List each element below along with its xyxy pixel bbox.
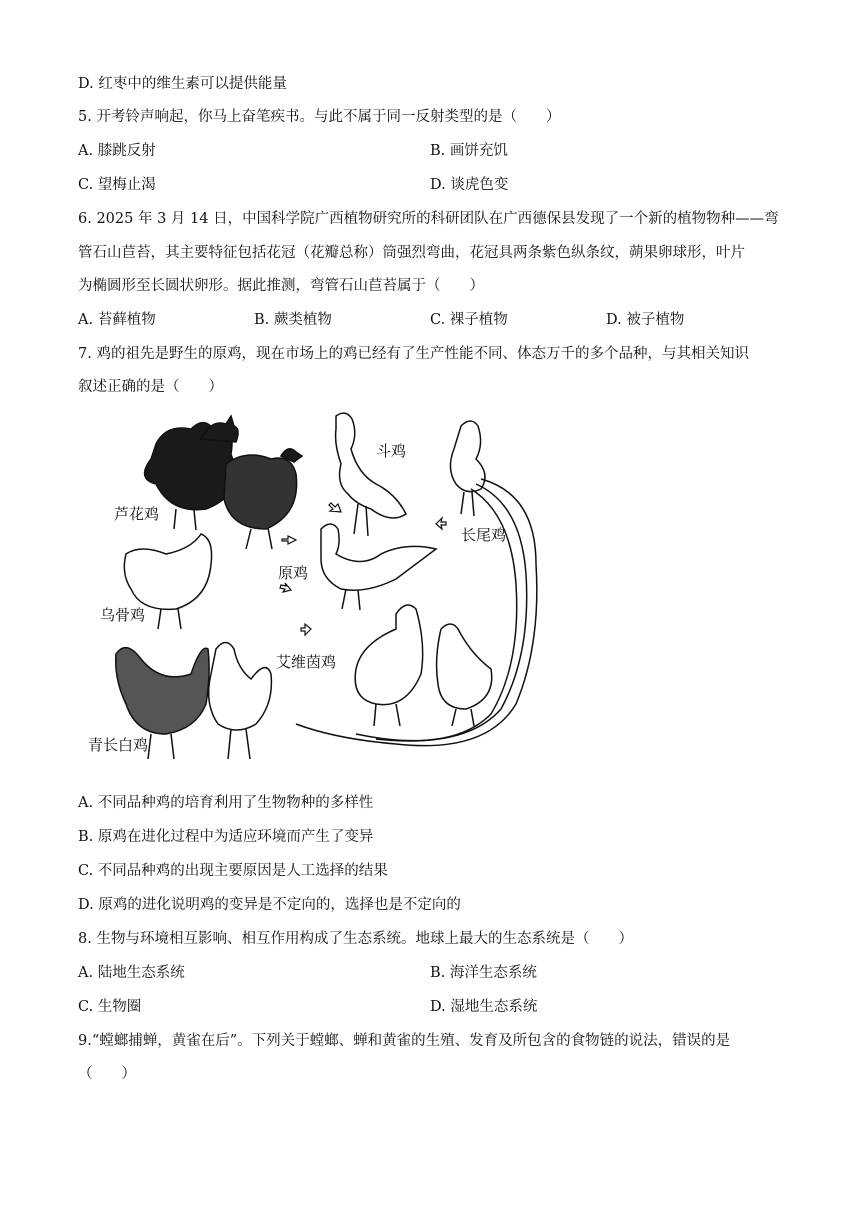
label-aiweijun: 艾维茵鸡 xyxy=(276,653,337,671)
q5-option-c[interactable]: C. 望梅止渴 xyxy=(78,177,156,193)
q7-stem-line-2: 叙述正确的是（ ） xyxy=(78,379,223,395)
q6-option-b[interactable]: B. 蕨类植物 xyxy=(254,312,332,328)
luhua-chicken-illustration xyxy=(145,416,302,549)
q7-option-a[interactable]: A. 不同品种鸡的培育利用了生物物种的多样性 xyxy=(78,795,374,811)
q6-option-a[interactable]: A. 苔藓植物 xyxy=(78,312,156,328)
q5-option-b[interactable]: B. 画饼充饥 xyxy=(430,143,508,159)
q7-option-d[interactable]: D. 原鸡的进化说明鸡的变异是不定向的，选择也是不定向的 xyxy=(78,897,461,913)
label-douji: 斗鸡 xyxy=(376,442,407,460)
q6-option-c[interactable]: C. 裸子植物 xyxy=(430,312,508,328)
q7-stem-line-1: 7. 鸡的祖先是野生的原鸡，现在市场上的鸡已经有了生产性能不同、体态万千的多个品种，与其相关知识 xyxy=(78,346,749,362)
q8-option-c[interactable]: C. 生物圈 xyxy=(78,999,142,1015)
q6-stem-line-2: 管石山苣苔，其主要特征包括花冠（花瓣总称）筒强烈弯曲，花冠具两条紫色纵条纹，蒴果卵球形，叶片 xyxy=(78,245,745,261)
q9-stem-line-2: （ ） xyxy=(78,1066,136,1082)
label-yuanji: 原鸡 xyxy=(278,564,309,582)
q6-stem-line-1: 6. 2025 年 3 月 14 日，中国科学院广西植物研究所的科研团队在广西德保县发现了一个新的植物物种——弯 xyxy=(78,211,779,227)
chicken-breeds-figure xyxy=(88,404,556,776)
label-changwei: 长尾鸡 xyxy=(461,526,507,544)
q8-option-a[interactable]: A. 陆地生态系统 xyxy=(78,965,185,981)
label-qingchangbai: 青长白鸡 xyxy=(88,736,149,754)
q5-option-d[interactable]: D. 谈虎色变 xyxy=(430,177,509,193)
q8-option-d[interactable]: D. 湿地生态系统 xyxy=(430,999,538,1015)
q8-stem: 8. 生物与环境相互影响、相互作用构成了生态系统。地球上最大的生态系统是（ ） xyxy=(78,931,633,947)
q7-option-c[interactable]: C. 不同品种鸡的出现主要原因是人工选择的结果 xyxy=(78,863,388,879)
label-luhua: 芦花鸡 xyxy=(114,505,160,523)
label-wugu: 乌骨鸡 xyxy=(100,606,146,624)
q6-option-d[interactable]: D. 被子植物 xyxy=(606,312,685,328)
q6-stem-line-3: 为椭圆形至长圆状卵形。据此推测，弯管石山苣苔属于（ ） xyxy=(78,278,484,294)
q8-option-b[interactable]: B. 海洋生态系统 xyxy=(430,965,537,981)
yuanji-chicken-illustration xyxy=(321,524,436,610)
q5-option-a[interactable]: A. 膝跳反射 xyxy=(78,143,156,159)
q5-stem: 5. 开考铃声响起，你马上奋笔疾书。与此不属于同一反射类型的是（ ） xyxy=(78,109,561,125)
aiweijun-chicken-illustration xyxy=(355,605,492,726)
douji-chicken-illustration xyxy=(336,413,406,536)
q4-option-d: D. 红枣中的维生素可以提供能量 xyxy=(78,76,287,92)
q7-option-b[interactable]: B. 原鸡在进化过程中为适应环境而产生了变异 xyxy=(78,829,374,845)
q9-stem-line-1: 9.“螳螂捕蝉，黄雀在后”。下列关于螳螂、蝉和黄雀的生殖、发育及所包含的食物链的说法，错误的是 xyxy=(78,1033,731,1049)
